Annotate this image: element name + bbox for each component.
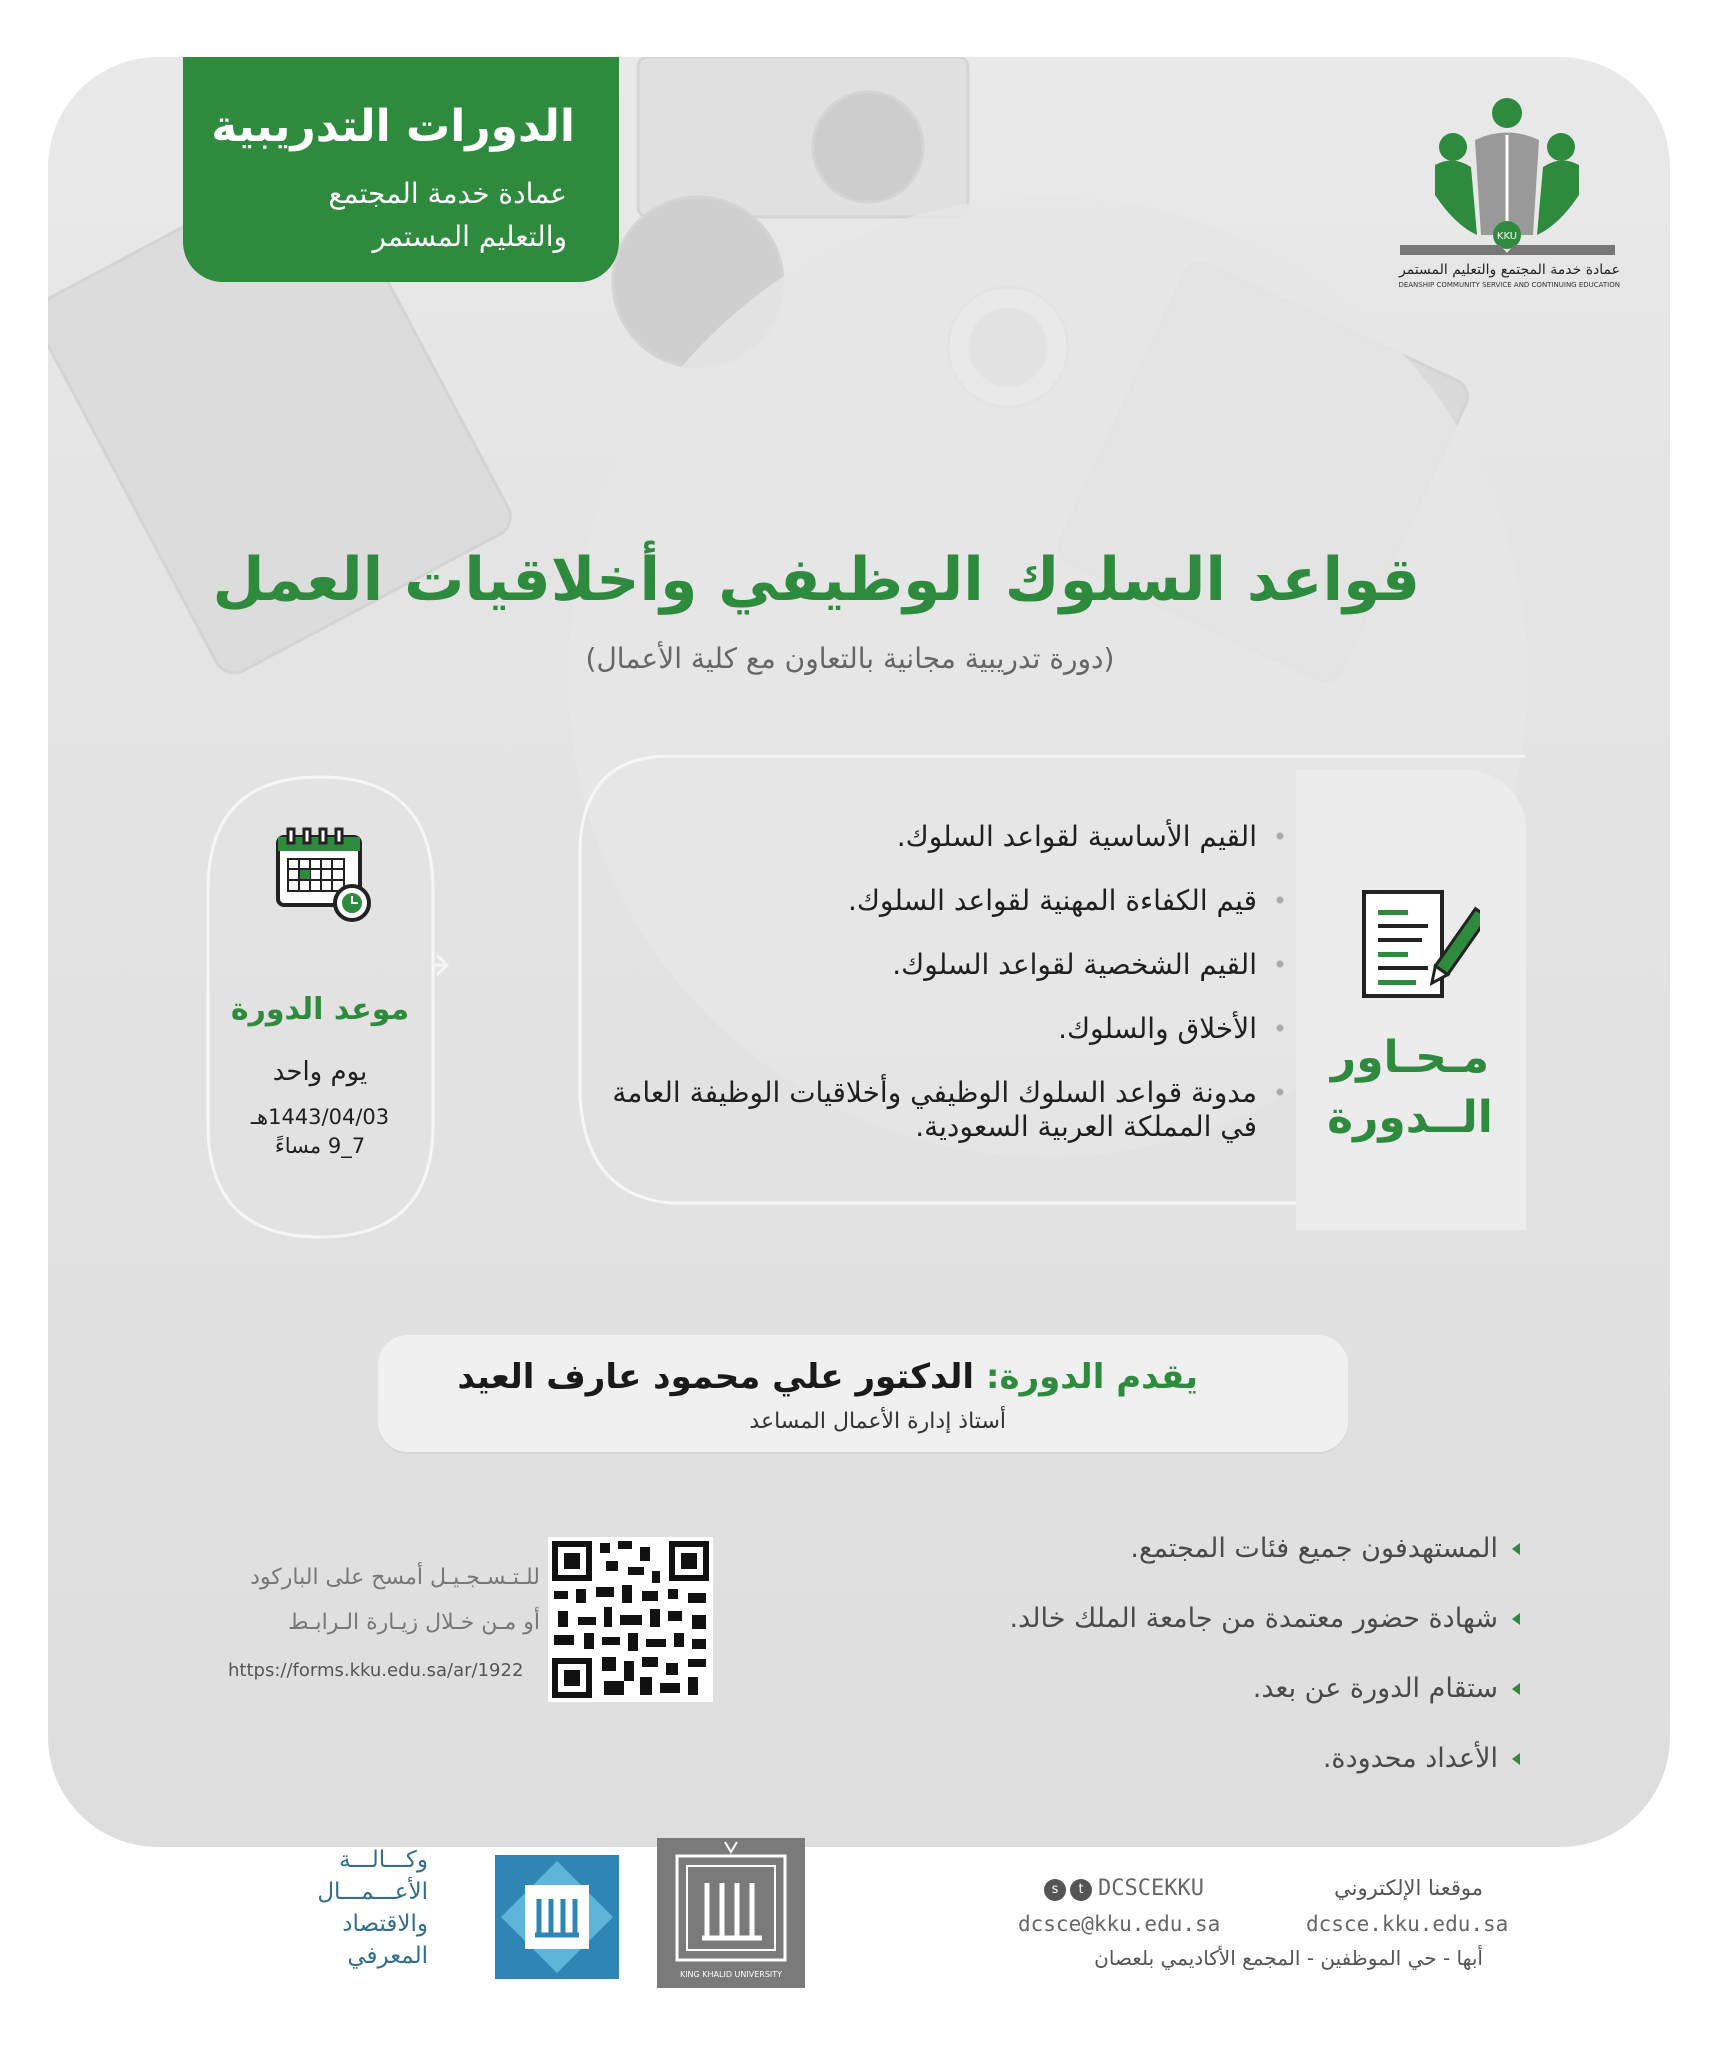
agency-line: وكـــالـــة (339, 1847, 428, 1873)
registration-instruction-2: أو مـن خـلال زيـارة الـرابـط (288, 1610, 540, 1635)
topics-title-line2: الــدورة (1327, 1092, 1493, 1143)
email-link[interactable]: dcsce@kku.edu.sa (1018, 1912, 1221, 1936)
agency-logo-icon (487, 1847, 627, 1987)
registration-qr-code[interactable] (548, 1537, 713, 1702)
topic-item: • قيم الكفاءة المهنية لقواعد السلوك. (557, 884, 1257, 918)
presenter-line (457, 1357, 1198, 1397)
topic-item: • مدونة قواعد السلوك الوظيفي وأخلاقيات الوظيفة العامة (557, 1076, 1257, 1110)
presenter-name: الدكتور علي محمود عارف العيد (457, 1357, 975, 1397)
twitter-icon[interactable]: t (1070, 1879, 1092, 1901)
social-handle[interactable]: DCSCEKKU (1098, 1876, 1204, 1901)
kku-logo (657, 1838, 805, 1988)
agency-line: والاقتصاد (342, 1911, 428, 1937)
topic-item: • القيم الأساسية لقواعد السلوك. (557, 820, 1257, 854)
header-tab (183, 57, 619, 282)
course-title: قواعد السلوك الوظيفي وأخلاقيات العمل (212, 545, 1420, 615)
kku-emblem-icon (657, 1838, 805, 1968)
info-item: ستقام الدورة عن بعد. (798, 1672, 1498, 1742)
course-subtitle: (دورة تدريبية مجانية بالتعاون مع كلية الأعمال) (585, 642, 1115, 675)
document-pen-icon (1360, 888, 1480, 1003)
presenter-role: أستاذ إدارة الأعمال المساعد (749, 1409, 1006, 1434)
deanship-logo (1395, 95, 1620, 300)
deanship-logo-icon (1395, 95, 1620, 260)
website-link[interactable]: dcsce.kku.edu.sa (1306, 1912, 1509, 1936)
schedule-time: 7_9 مساءً (274, 1134, 366, 1158)
topic-item: • القيم الشخصية لقواعد السلوك. (557, 948, 1257, 982)
header-subtitle-line1: عمادة خدمة المجتمع (328, 177, 567, 210)
info-item: المستهدفون جميع فئات المجتمع. (798, 1532, 1498, 1602)
info-list (798, 1532, 1498, 1812)
schedule-date: 1443/04/03هـ (250, 1105, 390, 1129)
registration-instruction-1: للـتـسـجـيـل أمسح على الباركود (250, 1565, 540, 1590)
topics-list (557, 820, 1257, 1174)
agency-line: المعرفي (347, 1943, 428, 1969)
topic-item-continuation: في المملكة العربية السعودية. (915, 1110, 1257, 1143)
address: أبها - حي الموظفين - المجمع الأكاديمي بلعصان (1094, 1946, 1483, 1970)
topic-item: • الأخلاق والسلوك. (557, 1012, 1257, 1046)
presenter-label: يقدم الدورة: (985, 1357, 1198, 1397)
logo-english-caption: DEANSHIP COMMUNITY SERVICE AND CONTINUING EDUCATION (1398, 281, 1620, 289)
snapchat-icon[interactable]: s (1044, 1879, 1066, 1901)
agency-name (317, 1844, 428, 1972)
presenter-box (378, 1335, 1348, 1452)
schedule-title: موعد الدورة (230, 992, 410, 1027)
registration-url[interactable]: https://forms.kku.edu.sa/ar/1922 (228, 1660, 524, 1681)
logo-badge-text: KKU (1496, 231, 1518, 242)
topics-title (1310, 1028, 1510, 1148)
schedule-duration: يوم واحد (272, 1057, 368, 1087)
website-label: موقعنا الإلكتروني (1334, 1876, 1483, 1900)
info-item: شهادة حضور معتمدة من جامعة الملك خالد. (798, 1602, 1498, 1672)
header-subtitle-line2: والتعليم المستمر (372, 220, 567, 253)
kku-english-name: KING KHALID UNIVERSITY (679, 1970, 783, 1979)
calendar-clock-icon (274, 825, 374, 925)
header-title: الدورات التدريبية (211, 101, 575, 152)
agency-line: الأعـــمـــال (317, 1879, 428, 1905)
info-item: الأعداد محدودة. (798, 1742, 1498, 1812)
topics-title-line1: مـحـاور (1330, 1032, 1490, 1083)
logo-arabic-caption: عمادة خدمة المجتمع والتعليم المستمر (1399, 262, 1620, 278)
